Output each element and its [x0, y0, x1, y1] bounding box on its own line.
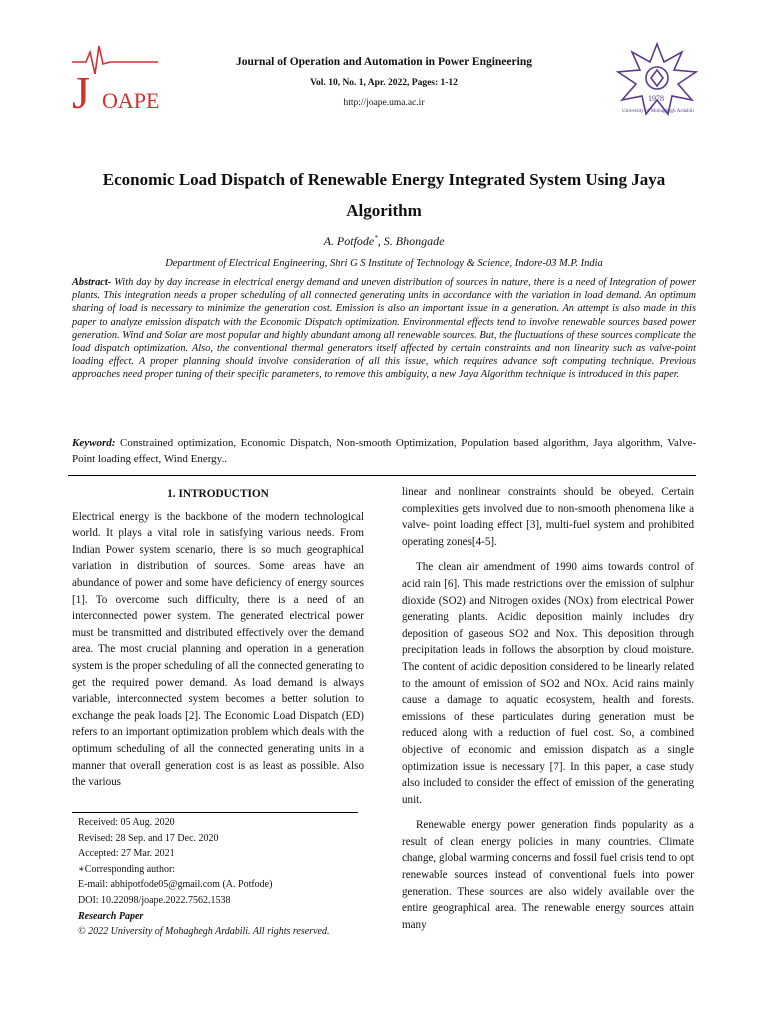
paper-title: Economic Load Dispatch of Renewable Energy Integrated System Using Jaya Algorithm — [102, 170, 666, 220]
footnotes — [78, 815, 368, 940]
seal-year: 1978 — [648, 94, 664, 103]
paragraph-constraints: linear and nonlinear constraints should be obeyed. Certain complexities gets involved due to non-smooth phenomena like a valve- point loading effect [3], multi-fuel system and prohibited operating zones[4-5]. — [402, 486, 694, 548]
accepted-date: Accepted: 27 Mar. 2021 — [78, 848, 175, 860]
affiliation: Department of Electrical Engineering, Shri G S Institute of Technology & Science, Indore-03 M.P. India — [165, 258, 603, 269]
keywords-text: Constrained optimization, Economic Dispatch, Non-smooth Optimization, Population based algorithm, Jaya algorithm, Valve-Point loading effect, Wind Energy.. — [72, 437, 696, 465]
author-email[interactable]: E-mail: abhipotfode05@gmail.com (A. Potfode) — [78, 879, 273, 891]
section-heading-introduction: 1. INTRODUCTION — [167, 488, 269, 500]
paragraph-emission: The clean air amendment of 1990 aims towards control of acid rain [6]. This made restrictions over the emission of sulphur dioxide (SO2) and Nitrogen oxides (NOx) from electrical Power generating plants. Acidic deposition mainly includes dry deposition of gaseous SO2 and Nox. This deposition through precipitation leads in follows the absorption by cloud moisture. The content of acidic deposition considered to be linearly related to the amount of emission of SO2 and NOx. Acid rains mainly cause a damage to aquatic ecosystem, health and forests. emissions of these particulates during generation must be reduced along with a reduction of fuel cost. So, a combined objective of economic and emission dispatch as a single optimization issue is necessary [7]. In this paper, a case study also included to consider the effect of emission of the generating unit. — [402, 561, 694, 806]
paragraph-renewable: Renewable energy power generation finds popularity as a result of clean energy policies in many countries. Climate change, global warming concerns and fossil fuel crisis tend to opt renewable sources instead of conventional fuels into power generation. These sources are also widely available over the entire geographical area. The renewable energy sources attain many — [402, 819, 694, 931]
journal-name: Journal of Operation and Automation in Power Engineering — [236, 56, 532, 68]
received-date: Received: 05 Aug. 2020 — [78, 817, 175, 828]
authors — [0, 234, 768, 249]
author-rest: , S. Bhongade — [377, 234, 445, 248]
university-seal-icon — [612, 40, 702, 118]
right-column — [402, 484, 694, 933]
keywords-label: Keyword: — [72, 437, 116, 449]
abstract-text: With day by day increase in electrical energy demand and uneven distribution of sources in nature, there is a need of Integration of power plants. This integration needs a proper scheduling of all connected generating units in accordance with the variation in load demand. An optimum sharing of load is necessary to minimize the generation cost. Emission is also an important issue in a generation. An attempt is also made in this paper to analyze emission dispatch with the Economic Dispatch optimization. Environmental effects tend to involve renewable sources based power generation. Wind and Solar are most popular and highly abundant among all renewable sources. But, the fluctuations of these sources complicate the load dispatch optimization. Also, the conventional thermal generators itself affected by certain constraints and non linearity such as valve-point loading effect. A proper planning should involve consideration of all this issue, which requires advance soft computing technique. Previous approaches need proper tuning of their specific parameters, to remove this ambiguity, a new Jaya Algorithm technique is introduced in this paper. — [72, 277, 696, 381]
intro-paragraph: Electrical energy is the backbone of the modern technological world. It plays a vital role in satisfying various needs. From Indian Power system scenario, there is so much geographical variation in distribution of sources. Some areas have an abundance of power and some have deficiency of energy sources [1]. To overcome such difficulty, there is a need of an interconnected power system. The generated electrical power must be transmitted and distributed effectively over the demand area. The most crucial planning and operation in a generation system is the proper scheduling of all the connected generating to get the required power demand. As load demand is always variable, interconnected system becomes a better solution to exchange the peak loads [2]. The Economic Load Dispatch (ED) refers to an important optimization problem which deals with the optimum scheduling of all the connected generating units in a manner that overall generation cost is as least as possible. Also the various — [72, 510, 364, 789]
left-column — [72, 488, 364, 791]
journal-url[interactable]: http://joape.uma.ac.ir — [343, 98, 425, 108]
revised-date: Revised: 28 Sep. and 17 Dec. 2020 — [78, 832, 219, 844]
doi[interactable]: DOI: 10.22098/joape.2022.7562.1538 — [78, 894, 231, 906]
logo-oape: OAPE — [102, 88, 160, 113]
keywords — [72, 436, 696, 467]
corresponding-mark: * — [374, 234, 378, 242]
abstract-label: Abstract- — [72, 277, 112, 288]
seal-caption: University of Mohaghegh Ardabili — [622, 108, 694, 114]
copyright: © 2022 University of Mohaghegh Ardabili. All rights reserved. — [78, 926, 330, 938]
logo-j: J — [72, 67, 90, 114]
issue-info: Vol. 10, No. 1, Apr. 2022, Pages: 1-12 — [310, 78, 458, 88]
divider — [68, 475, 696, 476]
footnote-divider — [72, 812, 358, 813]
author-first: A. Potfode — [323, 234, 375, 248]
corresponding-author-label: ∗Corresponding author: — [78, 863, 176, 875]
paper-type: Research Paper — [78, 910, 144, 922]
abstract — [72, 276, 696, 382]
